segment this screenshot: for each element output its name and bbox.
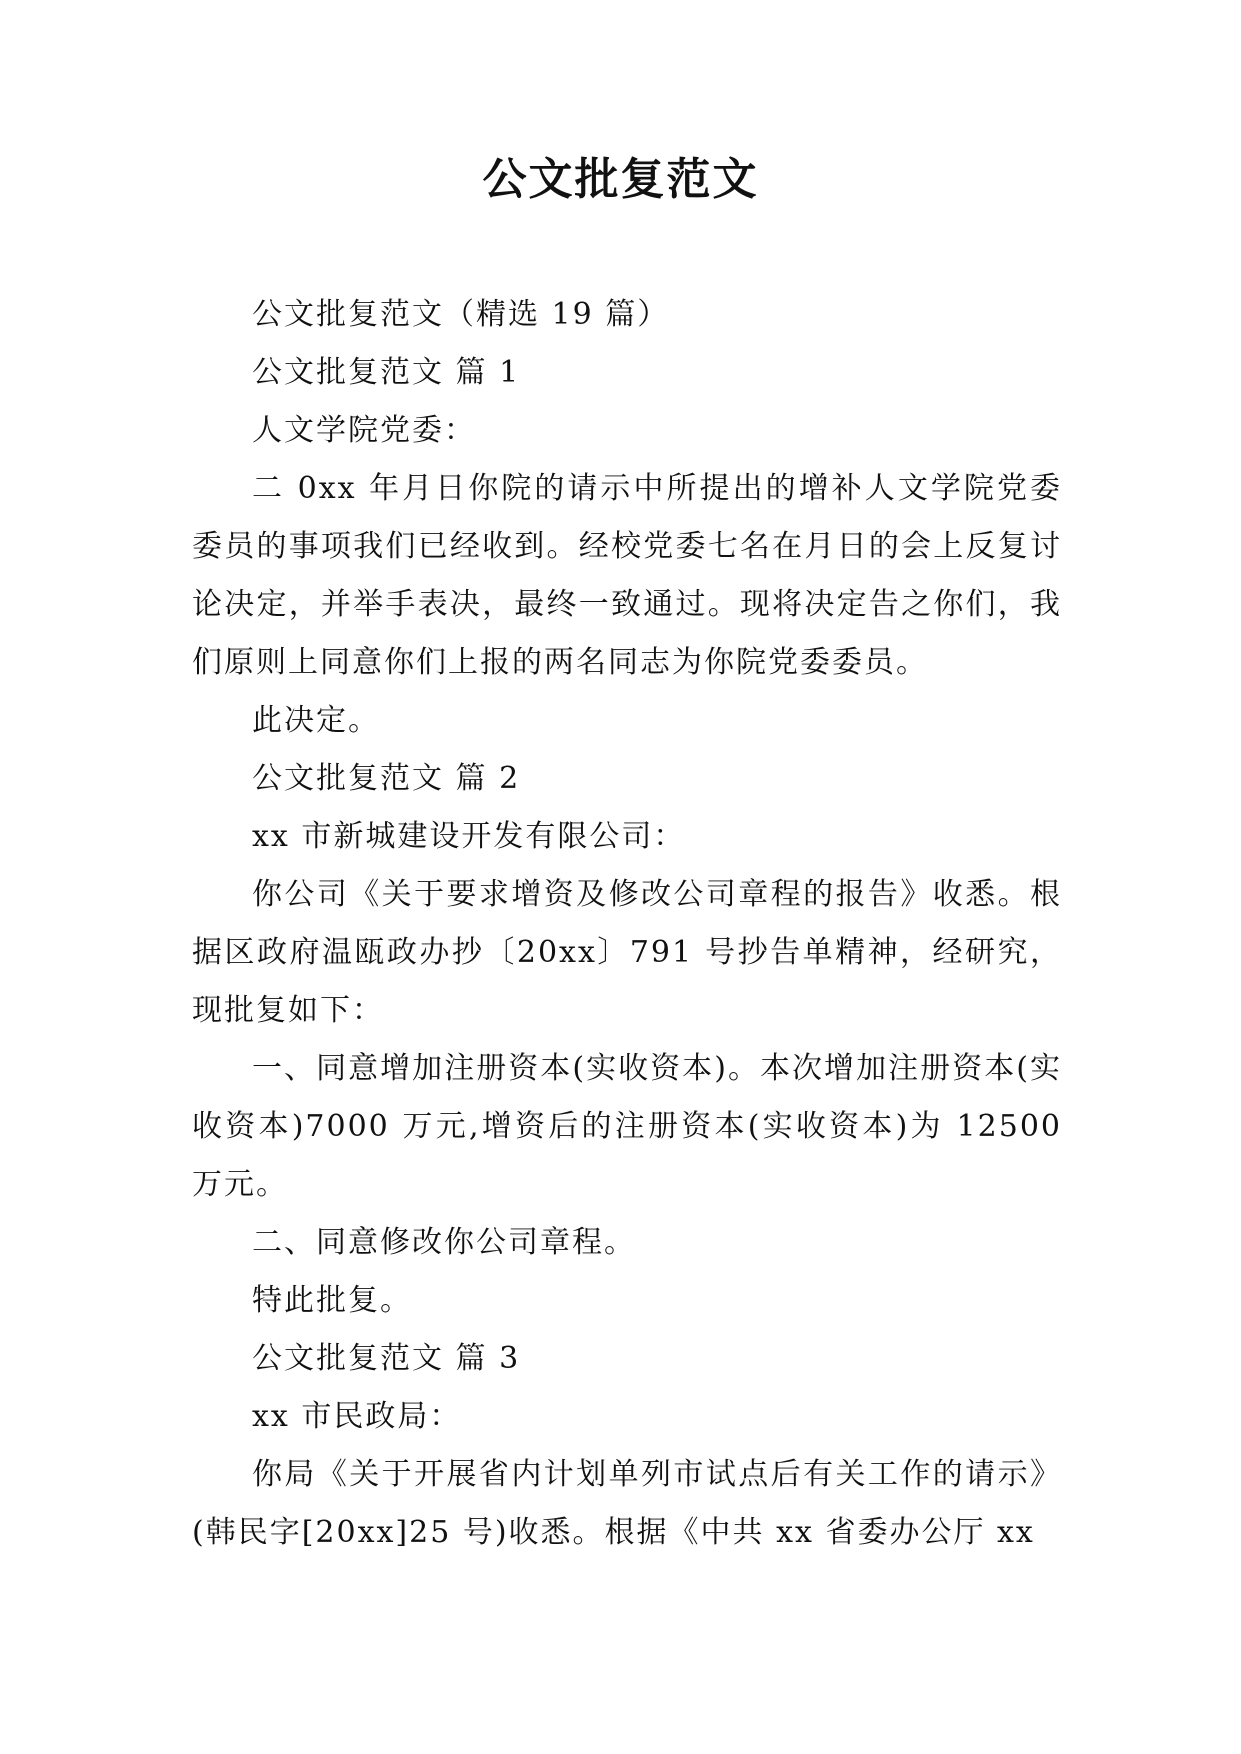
paragraph-addressee-1: 人文学院党委： [252, 413, 476, 448]
paragraph-section-heading-1: 公文批复范文 篇 1 [252, 355, 521, 390]
paragraph-closing-1: 此决定。 [252, 703, 380, 738]
paragraph-body: 你公司《关于要求增资及修改公司章程的报告》收悉。根据区政府温瓯政办抄〔20xx〕791 号抄告单精神，经研究，现批复如下： [192, 877, 1062, 1028]
paragraph-section-heading-2: 公文批复范文 篇 2 [252, 761, 521, 796]
paragraph-body: 你局《关于开展省内计划单列市试点后有关工作的请示》(韩民字[20xx]25 号)收悉。根据《中共 xx 省委办公厅 xx [192, 1457, 1062, 1550]
document-body [192, 286, 1062, 1562]
paragraph-closing-2: 特此批复。 [252, 1283, 412, 1318]
document-title: 公文批复范文 [482, 154, 759, 205]
paragraph-body: 一、同意增加注册资本(实收资本)。本次增加注册资本(实收资本)7000 万元,增资后的注册资本(实收资本)为 12500 万元。 [192, 1051, 1062, 1202]
paragraph-subtitle: 公文批复范文（精选 19 篇） [252, 297, 670, 332]
paragraph-body: 二 0xx 年月日你院的请示中所提出的增补人文学院党委委员的事项我们已经收到。经校党委七名在月日的会上反复讨论决定，并举手表决，最终一致通过。现将决定告之你们，我们原则上同意你们上报的两名同志为你院党委委员。 [192, 471, 1062, 680]
paragraph-addressee-3: xx 市民政局： [252, 1399, 462, 1434]
paragraph-addressee-2: xx 市新城建设开发有限公司： [252, 819, 686, 854]
paragraph-section-heading-3: 公文批复范文 篇 3 [252, 1341, 521, 1376]
paragraph-body: 二、同意修改你公司章程。 [252, 1225, 636, 1260]
